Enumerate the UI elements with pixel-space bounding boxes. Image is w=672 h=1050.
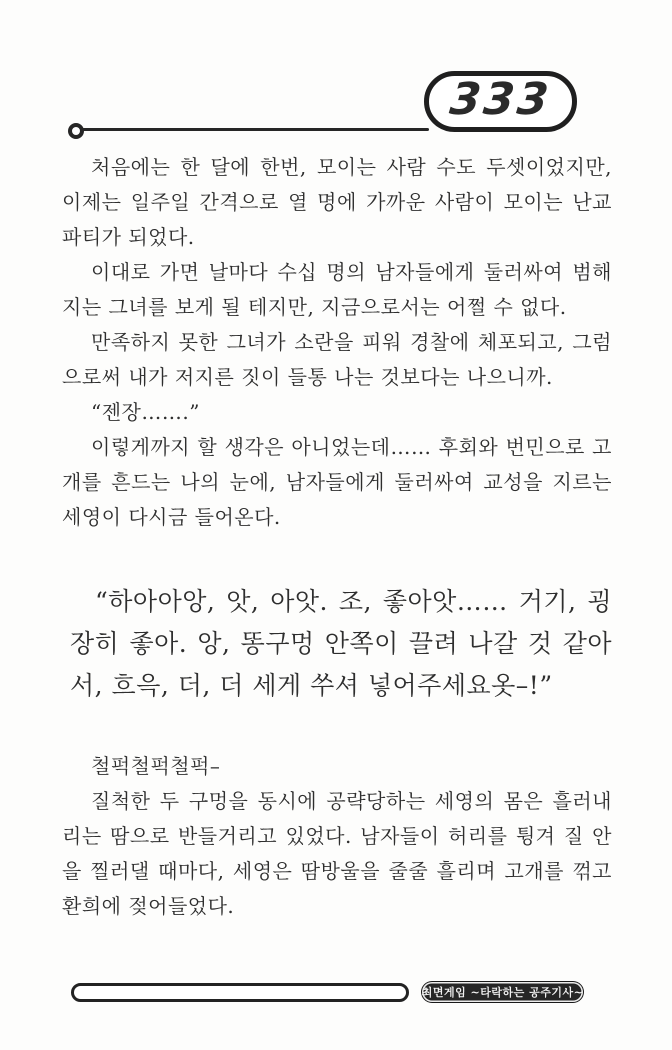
footer-rule-pill <box>71 983 409 1002</box>
page-text-area <box>62 150 612 924</box>
series-title: 최면게임 ~타락하는 공주기사~ <box>421 985 584 999</box>
dialogue-block: “하아아앙, 앗, 아앗. 조, 좋아앗…… 거기, 굉장히 좋아. 앙, 똥구멍 안쪽이 끌려 나갈 것 같아서, 흐윽, 더, 더 세게 쑤셔 넣어주세요옷–!” <box>70 587 612 700</box>
closing-paragraph: 질척한 두 구멍을 동시에 공략당하는 세영의 몸은 흘러내리는 땀으로 반들거리고 있었다. 남자들이 허리를 튕겨 질 안을 찔러댈 때마다, 세영은 땀방울을 줄줄 흘리며 고개를 꺾고 환희에 젖어들었다. <box>62 789 612 918</box>
paragraph-4-quote: “젠장…….” <box>91 400 200 424</box>
series-title-badge <box>422 982 583 1002</box>
sfx-line: 철퍽철퍽철퍽– <box>91 754 221 778</box>
ring-ornament-icon <box>68 123 84 139</box>
header-rule-line <box>81 128 429 131</box>
paragraph-3: 만족하지 못한 그녀가 소란을 피워 경찰에 체포되고, 그럼으로써 내가 저지른 짓이 들통 나는 것보다는 나으니까. <box>62 330 612 389</box>
paragraph-5: 이렇게까지 할 생각은 아니었는데…… 후회와 번민으로 고개를 흔드는 나의 눈에, 남자들에게 둘러싸여 교성을 지르는 세영이 다시금 들어온다. <box>62 435 612 529</box>
page-number: 333 <box>447 74 554 125</box>
paragraph-1: 처음에는 한 달에 한번, 모이는 사람 수도 두셋이었지만, 이제는 일주일 간격으로 열 명에 가까운 사람이 모이는 난교 파티가 되었다. <box>62 155 612 249</box>
page-number-badge <box>424 71 577 132</box>
paragraph-2: 이대로 가면 날마다 수십 명의 남자들에게 둘러싸여 범해지는 그녀를 보게 될 테지만, 지금으로서는 어쩔 수 없다. <box>62 260 612 319</box>
